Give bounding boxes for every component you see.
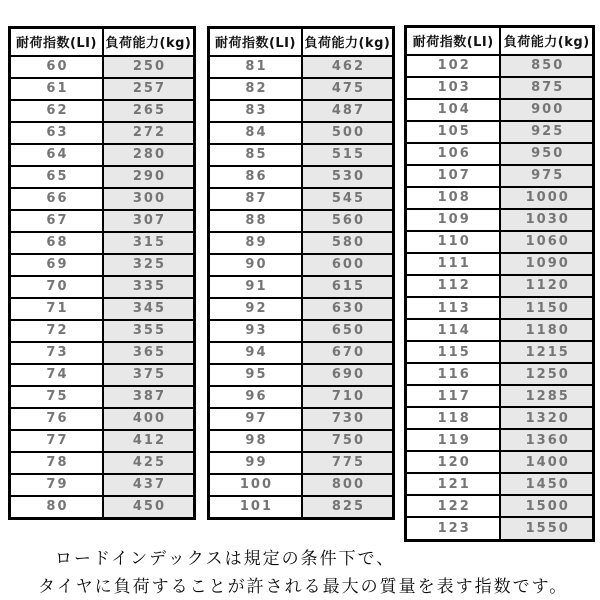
table-row	[406, 77, 594, 99]
kg-cell: 487	[302, 100, 394, 122]
table-row	[10, 232, 195, 254]
kg-cell: 1215	[500, 341, 593, 363]
kg-cell: 515	[302, 144, 394, 166]
kg-cell: 1360	[500, 429, 593, 451]
li-cell: 114	[406, 319, 501, 341]
kg-cell: 272	[103, 122, 195, 144]
table-row	[209, 276, 394, 298]
li-cell: 69	[10, 254, 103, 276]
kg-cell: 290	[103, 166, 195, 188]
li-cell: 93	[209, 320, 302, 342]
li-cell: 97	[209, 408, 302, 430]
li-cell: 104	[406, 99, 501, 121]
kg-cell: 1400	[500, 451, 593, 473]
table-row	[209, 408, 394, 430]
table-row	[209, 78, 394, 100]
kg-cell: 500	[302, 122, 394, 144]
kg-cell: 615	[302, 276, 394, 298]
table-row	[209, 188, 394, 210]
table-row	[209, 144, 394, 166]
table-row	[209, 430, 394, 452]
kg-cell: 975	[500, 165, 593, 187]
table-row	[406, 297, 594, 319]
kg-cell: 375	[103, 364, 195, 386]
li-cell: 61	[10, 78, 103, 100]
table-row	[209, 210, 394, 232]
kg-cell: 265	[103, 100, 195, 122]
li-cell: 106	[406, 143, 501, 165]
table-row	[10, 342, 195, 364]
kg-cell: 437	[103, 474, 195, 496]
table-row	[209, 56, 394, 78]
table-row	[406, 407, 594, 429]
table-row	[209, 254, 394, 276]
table-row	[406, 451, 594, 473]
table-row	[209, 298, 394, 320]
kg-cell: 1060	[500, 231, 593, 253]
li-cell: 92	[209, 298, 302, 320]
li-cell: 88	[209, 210, 302, 232]
li-cell: 122	[406, 495, 501, 517]
li-cell: 63	[10, 122, 103, 144]
kg-cell: 280	[103, 144, 195, 166]
kg-cell: 530	[302, 166, 394, 188]
li-cell: 120	[406, 451, 501, 473]
load-index-table-2	[207, 26, 395, 520]
load-index-header: 耐荷指数(LI)	[10, 28, 103, 56]
table-row	[10, 144, 195, 166]
li-cell: 75	[10, 386, 103, 408]
load-index-table-3	[404, 25, 595, 542]
kg-cell: 450	[103, 496, 195, 519]
table-row	[406, 121, 594, 143]
li-cell: 81	[209, 56, 302, 78]
load-capacity-header: 負荷能力(kg)	[500, 27, 593, 55]
li-cell: 113	[406, 297, 501, 319]
li-cell: 117	[406, 385, 501, 407]
table-row	[406, 275, 594, 297]
kg-cell: 670	[302, 342, 394, 364]
table-row	[10, 298, 195, 320]
kg-cell: 950	[500, 143, 593, 165]
kg-cell: 1180	[500, 319, 593, 341]
kg-cell: 800	[302, 474, 394, 496]
header-row	[10, 28, 195, 56]
li-cell: 66	[10, 188, 103, 210]
kg-cell: 850	[500, 55, 593, 77]
footer-line-1: ロードインデックスは規定の条件下で、	[55, 549, 396, 569]
kg-cell: 1120	[500, 275, 593, 297]
kg-cell: 1550	[500, 517, 593, 540]
table-row	[10, 210, 195, 232]
table-row	[406, 187, 594, 209]
li-cell: 98	[209, 430, 302, 452]
kg-cell: 545	[302, 188, 394, 210]
kg-cell: 257	[103, 78, 195, 100]
li-cell: 105	[406, 121, 501, 143]
table-row	[406, 209, 594, 231]
kg-cell: 650	[302, 320, 394, 342]
li-cell: 87	[209, 188, 302, 210]
li-cell: 70	[10, 276, 103, 298]
li-cell: 83	[209, 100, 302, 122]
li-cell: 86	[209, 166, 302, 188]
li-cell: 99	[209, 452, 302, 474]
li-cell: 116	[406, 363, 501, 385]
table-row	[10, 364, 195, 386]
table-row	[10, 408, 195, 430]
table-row	[10, 474, 195, 496]
li-cell: 78	[10, 452, 103, 474]
li-cell: 109	[406, 209, 501, 231]
table-row	[10, 320, 195, 342]
table-row	[10, 78, 195, 100]
table-row	[10, 122, 195, 144]
kg-cell: 1450	[500, 473, 593, 495]
kg-cell: 900	[500, 99, 593, 121]
table-row	[209, 100, 394, 122]
li-cell: 115	[406, 341, 501, 363]
table-row	[209, 232, 394, 254]
kg-cell: 365	[103, 342, 195, 364]
table-row	[10, 188, 195, 210]
kg-cell: 580	[302, 232, 394, 254]
kg-cell: 335	[103, 276, 195, 298]
table-row	[406, 517, 594, 540]
table-row	[406, 99, 594, 121]
kg-cell: 925	[500, 121, 593, 143]
li-cell: 112	[406, 275, 501, 297]
table-row	[10, 100, 195, 122]
kg-cell: 1000	[500, 187, 593, 209]
li-cell: 96	[209, 386, 302, 408]
li-cell: 60	[10, 56, 103, 78]
kg-cell: 412	[103, 430, 195, 452]
kg-cell: 400	[103, 408, 195, 430]
li-cell: 62	[10, 100, 103, 122]
li-cell: 79	[10, 474, 103, 496]
kg-cell: 345	[103, 298, 195, 320]
kg-cell: 1320	[500, 407, 593, 429]
kg-cell: 710	[302, 386, 394, 408]
li-cell: 121	[406, 473, 501, 495]
li-cell: 84	[209, 122, 302, 144]
li-cell: 108	[406, 187, 501, 209]
li-cell: 76	[10, 408, 103, 430]
kg-cell: 600	[302, 254, 394, 276]
table-row	[10, 430, 195, 452]
table-row	[406, 55, 594, 77]
li-cell: 110	[406, 231, 501, 253]
kg-cell: 750	[302, 430, 394, 452]
li-cell: 82	[209, 78, 302, 100]
table-row	[10, 254, 195, 276]
li-cell: 89	[209, 232, 302, 254]
table-row	[10, 56, 195, 78]
table-row	[209, 474, 394, 496]
li-cell: 71	[10, 298, 103, 320]
table-row	[10, 166, 195, 188]
table-row	[209, 122, 394, 144]
table-row	[209, 386, 394, 408]
kg-cell: 1250	[500, 363, 593, 385]
li-cell: 67	[10, 210, 103, 232]
table-row	[406, 253, 594, 275]
li-cell: 103	[406, 77, 501, 99]
load-capacity-header: 負荷能力(kg)	[103, 28, 195, 56]
li-cell: 64	[10, 144, 103, 166]
kg-cell: 387	[103, 386, 195, 408]
table-row	[406, 473, 594, 495]
li-cell: 107	[406, 165, 501, 187]
li-cell: 91	[209, 276, 302, 298]
li-cell: 119	[406, 429, 501, 451]
li-cell: 77	[10, 430, 103, 452]
table-row	[209, 320, 394, 342]
kg-cell: 1285	[500, 385, 593, 407]
footer-note	[0, 545, 600, 600]
table-row	[10, 452, 195, 474]
li-cell: 65	[10, 166, 103, 188]
li-cell: 74	[10, 364, 103, 386]
header-row	[406, 27, 594, 55]
table-row	[209, 166, 394, 188]
table-row	[10, 276, 195, 298]
kg-cell: 1150	[500, 297, 593, 319]
kg-cell: 630	[302, 298, 394, 320]
li-cell: 111	[406, 253, 501, 275]
kg-cell: 355	[103, 320, 195, 342]
li-cell: 68	[10, 232, 103, 254]
kg-cell: 1500	[500, 495, 593, 517]
kg-cell: 775	[302, 452, 394, 474]
table-row	[406, 495, 594, 517]
kg-cell: 1030	[500, 209, 593, 231]
load-index-header: 耐荷指数(LI)	[406, 27, 501, 55]
kg-cell: 825	[302, 496, 394, 519]
table-row	[10, 496, 195, 519]
li-cell: 94	[209, 342, 302, 364]
kg-cell: 690	[302, 364, 394, 386]
kg-cell: 300	[103, 188, 195, 210]
table-row	[406, 429, 594, 451]
table-row	[10, 386, 195, 408]
load-index-table-1	[8, 26, 196, 520]
li-cell: 73	[10, 342, 103, 364]
kg-cell: 875	[500, 77, 593, 99]
kg-cell: 730	[302, 408, 394, 430]
li-cell: 80	[10, 496, 103, 519]
li-cell: 100	[209, 474, 302, 496]
table-row	[406, 341, 594, 363]
li-cell: 123	[406, 517, 501, 540]
kg-cell: 560	[302, 210, 394, 232]
table-row	[406, 165, 594, 187]
li-cell: 85	[209, 144, 302, 166]
kg-cell: 315	[103, 232, 195, 254]
li-cell: 118	[406, 407, 501, 429]
kg-cell: 250	[103, 56, 195, 78]
header-row	[209, 28, 394, 56]
table-row	[406, 231, 594, 253]
table-row	[406, 143, 594, 165]
kg-cell: 325	[103, 254, 195, 276]
kg-cell: 462	[302, 56, 394, 78]
li-cell: 72	[10, 320, 103, 342]
table-row	[406, 385, 594, 407]
kg-cell: 307	[103, 210, 195, 232]
li-cell: 101	[209, 496, 302, 519]
table-row	[209, 364, 394, 386]
load-index-header: 耐荷指数(LI)	[209, 28, 302, 56]
load-capacity-header: 負荷能力(kg)	[302, 28, 394, 56]
kg-cell: 475	[302, 78, 394, 100]
kg-cell: 425	[103, 452, 195, 474]
li-cell: 102	[406, 55, 501, 77]
li-cell: 90	[209, 254, 302, 276]
table-row	[406, 363, 594, 385]
table-row	[406, 319, 594, 341]
table-row	[209, 452, 394, 474]
table-row	[209, 496, 394, 519]
table-row	[209, 342, 394, 364]
li-cell: 95	[209, 364, 302, 386]
footer-line-2: タイヤに負荷することが許される最大の質量を表す指数です。	[38, 577, 569, 597]
kg-cell: 1090	[500, 253, 593, 275]
